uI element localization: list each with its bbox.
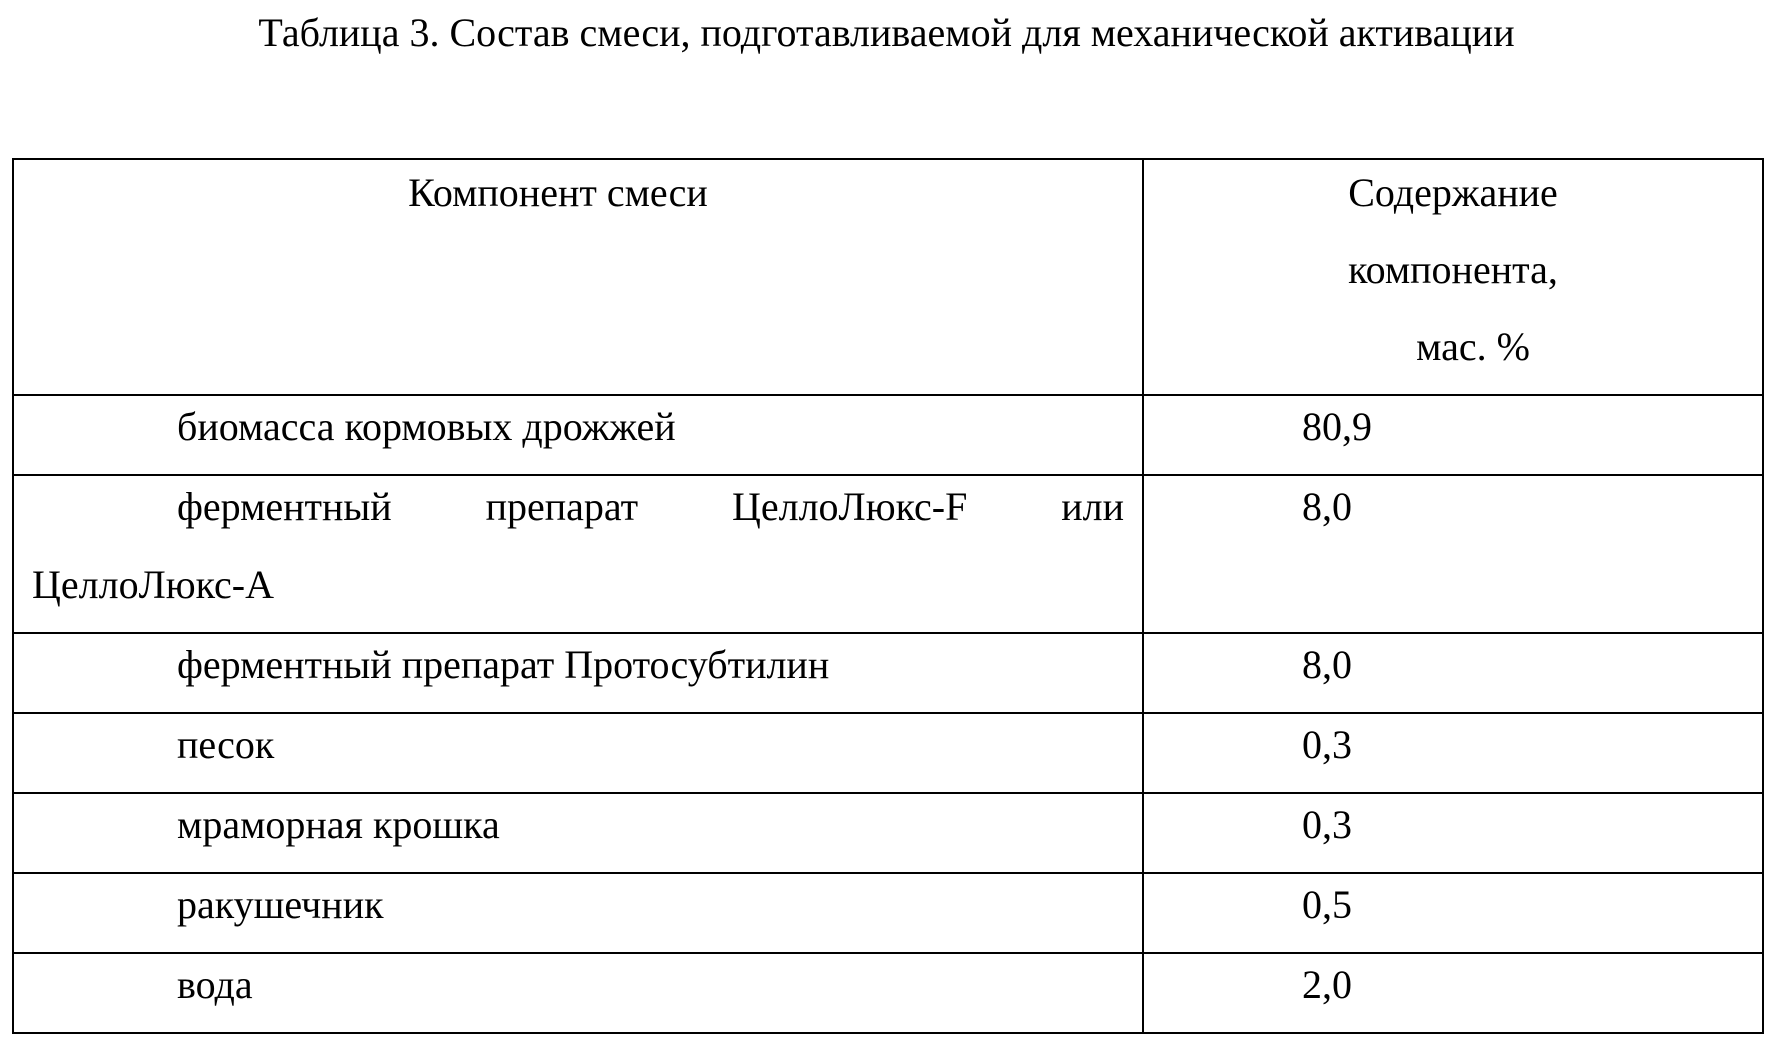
value-cell: 0,5: [1143, 873, 1763, 953]
component-cell: [13, 793, 1143, 873]
value-cell: 8,0: [1143, 633, 1763, 713]
value-cell: 0,3: [1143, 793, 1763, 873]
header-content-line2: компонента,: [1348, 247, 1558, 292]
table-row: [13, 475, 1763, 633]
value-cell: 0,3: [1143, 713, 1763, 793]
component-name-line1: ферментный препарат ЦеллоЛюкс-F или: [177, 484, 1124, 529]
table-row: [13, 633, 1763, 713]
table-header-row: [13, 159, 1763, 395]
component-cell: [13, 873, 1143, 953]
component-name-line2: ЦеллоЛюкс-А: [32, 562, 274, 607]
table-row: [13, 873, 1763, 953]
table-row: [13, 953, 1763, 1033]
component-name: ракушечник: [177, 882, 384, 927]
table-row: [13, 793, 1763, 873]
component-cell: [13, 475, 1143, 633]
component-cell: [13, 395, 1143, 475]
table-row: [13, 713, 1763, 793]
header-content-line3: мас. %: [1416, 324, 1530, 369]
header-content: [1143, 159, 1763, 395]
header-component: Компонент смеси: [13, 159, 1143, 395]
header-content-line1: Содержание: [1348, 170, 1558, 215]
value-cell: 80,9: [1143, 395, 1763, 475]
value-cell: 8,0: [1143, 475, 1763, 633]
component-cell: [13, 953, 1143, 1033]
value-cell: 2,0: [1143, 953, 1763, 1033]
component-name: мраморная крошка: [177, 802, 500, 847]
component-name: ферментный препарат Протосубтилин: [177, 642, 830, 687]
component-cell: [13, 633, 1143, 713]
table-row: [13, 395, 1763, 475]
component-cell: [13, 713, 1143, 793]
component-name: вода: [177, 962, 253, 1007]
component-name: песок: [177, 722, 275, 767]
composition-table: [12, 158, 1764, 1034]
table-caption: Таблица 3. Состав смеси, подготавливаемой для механической активации: [258, 10, 1515, 55]
component-name: биомасса кормовых дрожжей: [177, 404, 676, 449]
